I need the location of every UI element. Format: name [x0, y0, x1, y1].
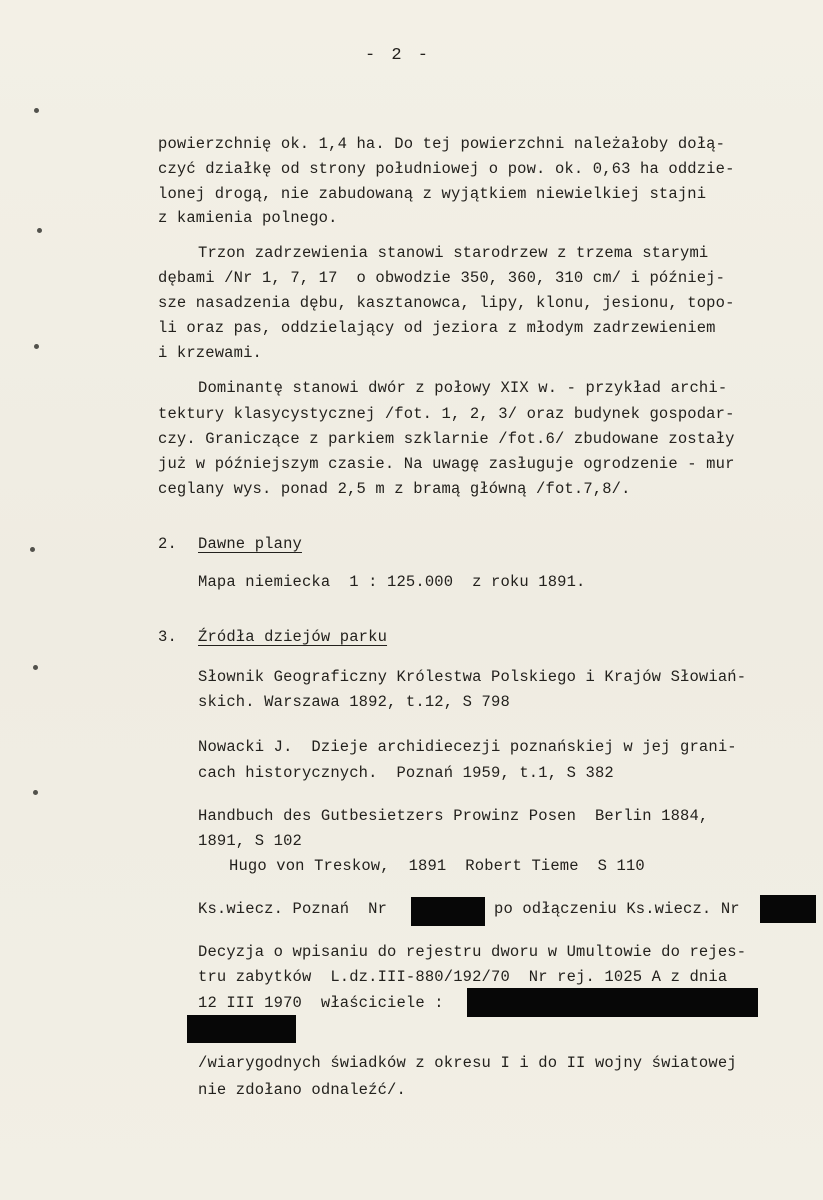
- section-text: Mapa niemiecka 1 : 125.000 z roku 1891.: [198, 573, 586, 591]
- paragraph-line: ceglany wys. ponad 2,5 m z bramą główną /fot.7,8/.: [158, 480, 631, 498]
- paragraph-line: li oraz pas, oddzielający od jeziora z młodym zadrzewieniem: [158, 319, 716, 337]
- source-line: Hugo von Treskow, 1891 Robert Tieme S 110: [229, 857, 645, 875]
- page-number: - 2 -: [365, 46, 432, 65]
- paragraph-line: Trzon zadrzewienia stanowi starodrzew z trzema starymi: [198, 244, 709, 262]
- binder-hole-mark: [30, 547, 35, 552]
- paragraph-line: już w późniejszym czasie. Na uwagę zasługuje ogrodzenie - mur: [158, 455, 735, 473]
- decision-line: Decyzja o wpisaniu do rejestru dworu w Umultowie do rejes-: [198, 943, 747, 961]
- paragraph-line: i krzewami.: [158, 344, 262, 362]
- decision-line: 12 III 1970 właściciele :: [198, 994, 444, 1012]
- section-heading: Dawne plany: [198, 535, 302, 553]
- section-number: 2.: [158, 535, 177, 553]
- binder-hole-mark: [33, 790, 38, 795]
- paragraph-line: tektury klasycystycznej /fot. 1, 2, 3/ oraz budynek gospodar-: [158, 405, 735, 423]
- binder-hole-mark: [34, 108, 39, 113]
- source-line: 1891, S 102: [198, 832, 302, 850]
- paragraph-line: czy. Graniczące z parkiem szklarnie /fot.6/ zbudowane zostały: [158, 430, 735, 448]
- paragraph-line: z kamienia polnego.: [158, 209, 338, 227]
- redaction-block: [187, 1015, 296, 1043]
- binder-hole-mark: [34, 344, 39, 349]
- section-number: 3.: [158, 628, 177, 646]
- decision-line: tru zabytków L.dz.III-880/192/70 Nr rej. 1025 A z dnia: [198, 968, 728, 986]
- note-line: nie zdołano odnaleźć/.: [198, 1081, 406, 1099]
- paragraph-line: Dominantę stanowi dwór z połowy XIX w. - przykład archi-: [198, 379, 728, 397]
- source-line: cach historycznych. Poznań 1959, t.1, S 382: [198, 764, 614, 782]
- note-line: /wiarygodnych świadków z okresu I i do II wojny światowej: [198, 1054, 737, 1072]
- paragraph-line: czyć działkę od strony południowej o pow. ok. 0,63 ha oddzie-: [158, 160, 735, 178]
- land-register-text: Ks.wiecz. Poznań Nr: [198, 900, 388, 918]
- source-line: Nowacki J. Dzieje archidiecezji poznańskiej w jej grani-: [198, 738, 737, 756]
- paragraph-line: lonej drogą, nie zabudowaną z wyjątkiem niewielkiej stajni: [158, 185, 707, 203]
- binder-hole-mark: [33, 665, 38, 670]
- source-line: Handbuch des Gutbesietzers Prowinz Posen Berlin 1884,: [198, 807, 709, 825]
- redaction-block: [411, 897, 485, 926]
- paragraph-line: powierzchnię ok. 1,4 ha. Do tej powierzchni należałoby dołą-: [158, 135, 726, 153]
- binder-hole-mark: [37, 228, 42, 233]
- paragraph-line: dębami /Nr 1, 7, 17 o obwodzie 350, 360, 310 cm/ i później-: [158, 269, 726, 287]
- land-register-text: po odłączeniu Ks.wiecz. Nr: [494, 900, 740, 918]
- redaction-block: [760, 895, 816, 923]
- redaction-block: [467, 988, 758, 1017]
- section-heading: Źródła dziejów parku: [198, 628, 388, 646]
- source-line: skich. Warszawa 1892, t.12, S 798: [198, 693, 510, 711]
- source-line: Słownik Geograficzny Królestwa Polskiego i Krajów Słowiań-: [198, 668, 747, 686]
- paragraph-line: sze nasadzenia dębu, kasztanowca, lipy, klonu, jesionu, topo-: [158, 294, 735, 312]
